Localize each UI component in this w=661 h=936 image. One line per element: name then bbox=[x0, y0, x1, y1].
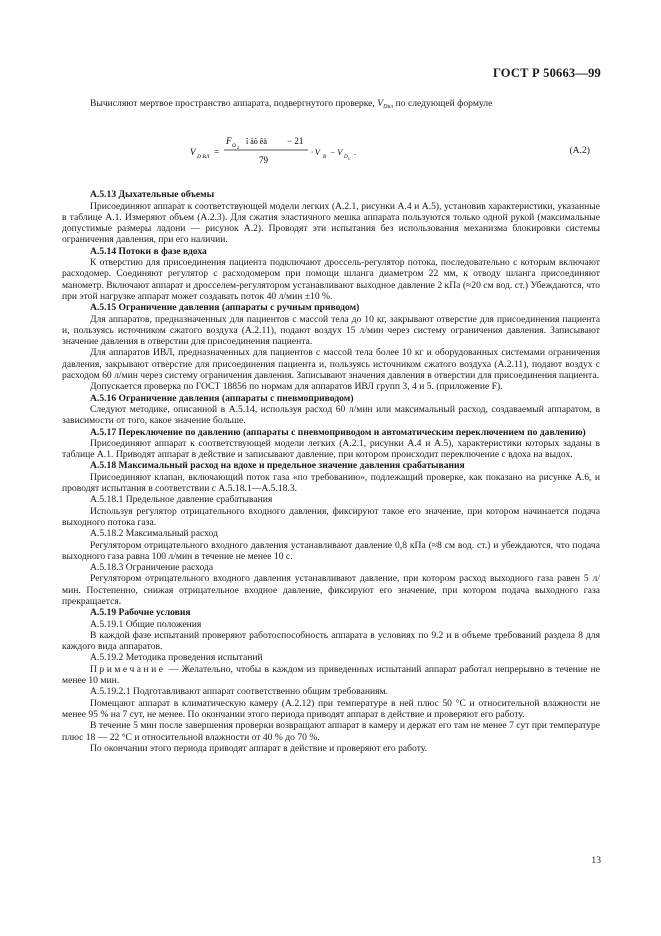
paragraph-5min: В течение 5 мин после завершения проверки возвращают аппарат в камеру и держат его там не менее 7 сут при температуре плюс 18 — 22 °С и относительной влажности от 40 % до 70 %. bbox=[62, 720, 600, 743]
section-a515-p1: Для аппаратов, предназначенных для пациентов с массой тела до 10 кг, закрывают отверстие для присоединения пациента и, пользуясь источником сжатого воздуха (А.2.11), подают воздух 15 л/мин через систему ограничения давления. Записывают значение давления в отверстии для присоединения пациента. bbox=[62, 313, 600, 348]
section-a514-title: А.5.14 Потоки в фазе вдоха bbox=[90, 245, 207, 257]
section-a517-p1: Присоединяют аппарат к соответствующей модели легких (А.2.1, рисунки А.4 и А.5), характеристики которых заданы в таблице А.1. Приводят аппарат в действие и записывают давление, при котором происходит переключение с вдоха на выдох. bbox=[62, 437, 600, 461]
paragraph-climate: Помещают аппарат в климатическую камеру (А.2.12) при температуре в ней плюс 50 °С и относительной влажности не менее 95 % на 7 сут, не менее. По окончании этого периода приводят аппарат в действие и проверяют его работу. bbox=[62, 697, 600, 720]
formula-intro-text: Вычисляют мертвое пространство аппарата, подвергнутого проверке, bbox=[90, 98, 375, 109]
section-a518-3-p: Регулятором отрицательного входного давления устанавливают давление, при котором расход выходного газа равен 5 л/мин. Постепенно, снижая отрицательное входное давление, фиксируют его значение, при котором подача выходного газа прекращается. bbox=[62, 573, 600, 607]
section-a518-2-p: Регулятором отрицательного входного давления устанавливают давление 0,8 кПа (≈8 см вод. ст.) и убеждаются, что подача выходного газа равна 100 л/мин в течение не менее 10 с. bbox=[62, 539, 600, 562]
formula-denominator: 79 bbox=[259, 155, 268, 166]
section-a518-p1: Присоединяют клапан, включающий поток газа «по требованию», подлежащий проверке, как показано на рисунке А.6, и проводят испытания в соответствии с А.5.18.1—А.5.18.3. bbox=[62, 471, 600, 495]
section-a513-p1: Присоединяют аппарат к соответствующей модели легких (А.2.1, рисунки А.4 и А.5), установив характеристики, указанные в таблице А.1. Измеряют объем (А.2.3). Для сжатия эластичного мешка аппарата пользуются только одной рукой (максимальные допустимые размеры ладони — рисунок А.2). Проводят эти испытания без использования механизма блокировки системы ограничения давления, при его наличии. bbox=[62, 200, 600, 246]
equation-number: (А.2) bbox=[569, 145, 590, 157]
section-a513-title: А.5.13 Дыхательные объемы bbox=[90, 189, 215, 201]
formula-num-f-sub: O bbox=[232, 143, 236, 150]
note-label: Примечание bbox=[90, 663, 166, 675]
section-a518-1-title: А.5.18.1 Предельное давление срабатывания bbox=[90, 494, 273, 506]
section-a515-p3: Допускается проверка по ГОСТ 18856 по нормам для аппаратов ИВЛ групп 3, 4 и 5. (приложение F). bbox=[90, 381, 503, 393]
section-a518-2-title: А.5.18.2 Максимальный расход bbox=[90, 528, 218, 540]
note-text: — Желательно, чтобы в каждом из приведенных испытаний аппарат работал непрерывно в течение не менее 10 мин. bbox=[62, 663, 600, 687]
section-a516-p1: Следуют методике, описанной в А.5.14, используя расход 60 л/мин или максимальный расход, создаваемый аппаратом, в зависимости от того, какое значение больше. bbox=[62, 403, 600, 427]
section-a518-1-p: Используя регулятор отрицательного входного давления, фиксируют такое его значение, при котором начинается подача выходного потока газа. bbox=[62, 505, 600, 528]
intro-symbol-sub: D bbox=[383, 104, 388, 110]
formula-num-f-subsub: 2 bbox=[237, 145, 240, 151]
note-paragraph bbox=[62, 664, 600, 687]
formula-num-minus: − 21 bbox=[287, 136, 304, 147]
formula-lhs-sub: D ВЛ bbox=[197, 154, 210, 161]
intro-symbol bbox=[377, 98, 393, 109]
section-a516-title: А.5.16 Ограничение давления (аппараты с пневмоприводом) bbox=[90, 392, 354, 404]
intro-symbol-main: V bbox=[377, 98, 384, 109]
section-a519-title: А.5.19 Рабочие условия bbox=[90, 607, 191, 619]
paragraph-end: По окончании этого периода приводят аппарат в действие и проверяют его работу. bbox=[90, 742, 428, 754]
formula-intro-after: по следующей формуле bbox=[395, 98, 493, 109]
formula-tail-end: . bbox=[354, 148, 356, 158]
section-a515-title: А.5.15 Ограничение давления (аппараты с ручным приводом) bbox=[90, 302, 360, 314]
formula-intro bbox=[62, 98, 600, 113]
section-a514-p1: К отверстию для присоединения пациента подключают дроссель-регулятор потока, последовательно с которым включают расходомер. Соединяют регулятор с расходомером при помощи шланга диаметром 22 мм, к отводу шланга присоединяют манометр. Включают аппарат и дросселем-регулятором устанавливают выходное давление 2 кПа (≈20 см вод. ст.) Убеждаются, что при этой нагрузке аппарат может создавать поток 40 л/мин ±10 %. bbox=[62, 257, 600, 302]
formula-eq: = bbox=[214, 147, 220, 158]
section-a518-title: А.5.18 Максимальный расход на вдохе и предельное значение давления срабатывания bbox=[90, 460, 465, 472]
section-a519-1-title: А.5.19.1 Общие положения bbox=[90, 618, 202, 630]
section-a519-2-title: А.5.19.2 Методика проведения испытаний bbox=[90, 652, 263, 664]
formula-num-rest: î åõ êä bbox=[246, 137, 267, 147]
section-a519-21-p: А.5.19.2.1 Подготавливают аппарат соответственно общим требованиям. bbox=[90, 686, 388, 698]
formula-tail-b-sub: D bbox=[344, 155, 348, 161]
section-a518-3-title: А.5.18.3 Ограничение расхода bbox=[90, 562, 214, 574]
page-number: 13 bbox=[591, 855, 601, 866]
formula-num-f: F bbox=[226, 136, 232, 147]
document-body bbox=[62, 96, 600, 754]
formula-lhs: V bbox=[190, 147, 196, 158]
standard-header: ГОСТ Р 50663—99 bbox=[492, 66, 601, 80]
formula-svg bbox=[190, 131, 390, 171]
formula-tail-b-subsub: С bbox=[348, 156, 351, 162]
formula-tail-a: · V bbox=[311, 148, 320, 158]
formula-block bbox=[62, 121, 600, 181]
formula-tail-b: − V bbox=[330, 148, 343, 158]
intro-symbol-subsub: ВЛ bbox=[387, 104, 394, 109]
section-a519-1-p: В каждой фазе испытаний проверяют работоспособность аппарата в условиях по 9.2 и в объеме требований раздела 8 для каждого вида аппаратов. bbox=[62, 629, 600, 653]
section-a515-p2: Для аппаратов ИВЛ, предназначенных для пациентов с массой тела более 10 кг и оборудованных системами ограничения давления, закрывают отверстие для присоединения пациента и, пользуясь источником сжатого воздуха (А.2.11), подают воздух с расходом 60 л/мин через систему ограничения давления. Записывают значения давления в отверстии для присоединения пациента. bbox=[62, 347, 600, 382]
formula bbox=[190, 131, 390, 174]
formula-tail-a-sub: B bbox=[323, 155, 327, 161]
section-a517-title: А.5.17 Переключение по давлению (аппараты с пневмоприводом и автоматическим переключением по давлению) bbox=[90, 426, 586, 438]
